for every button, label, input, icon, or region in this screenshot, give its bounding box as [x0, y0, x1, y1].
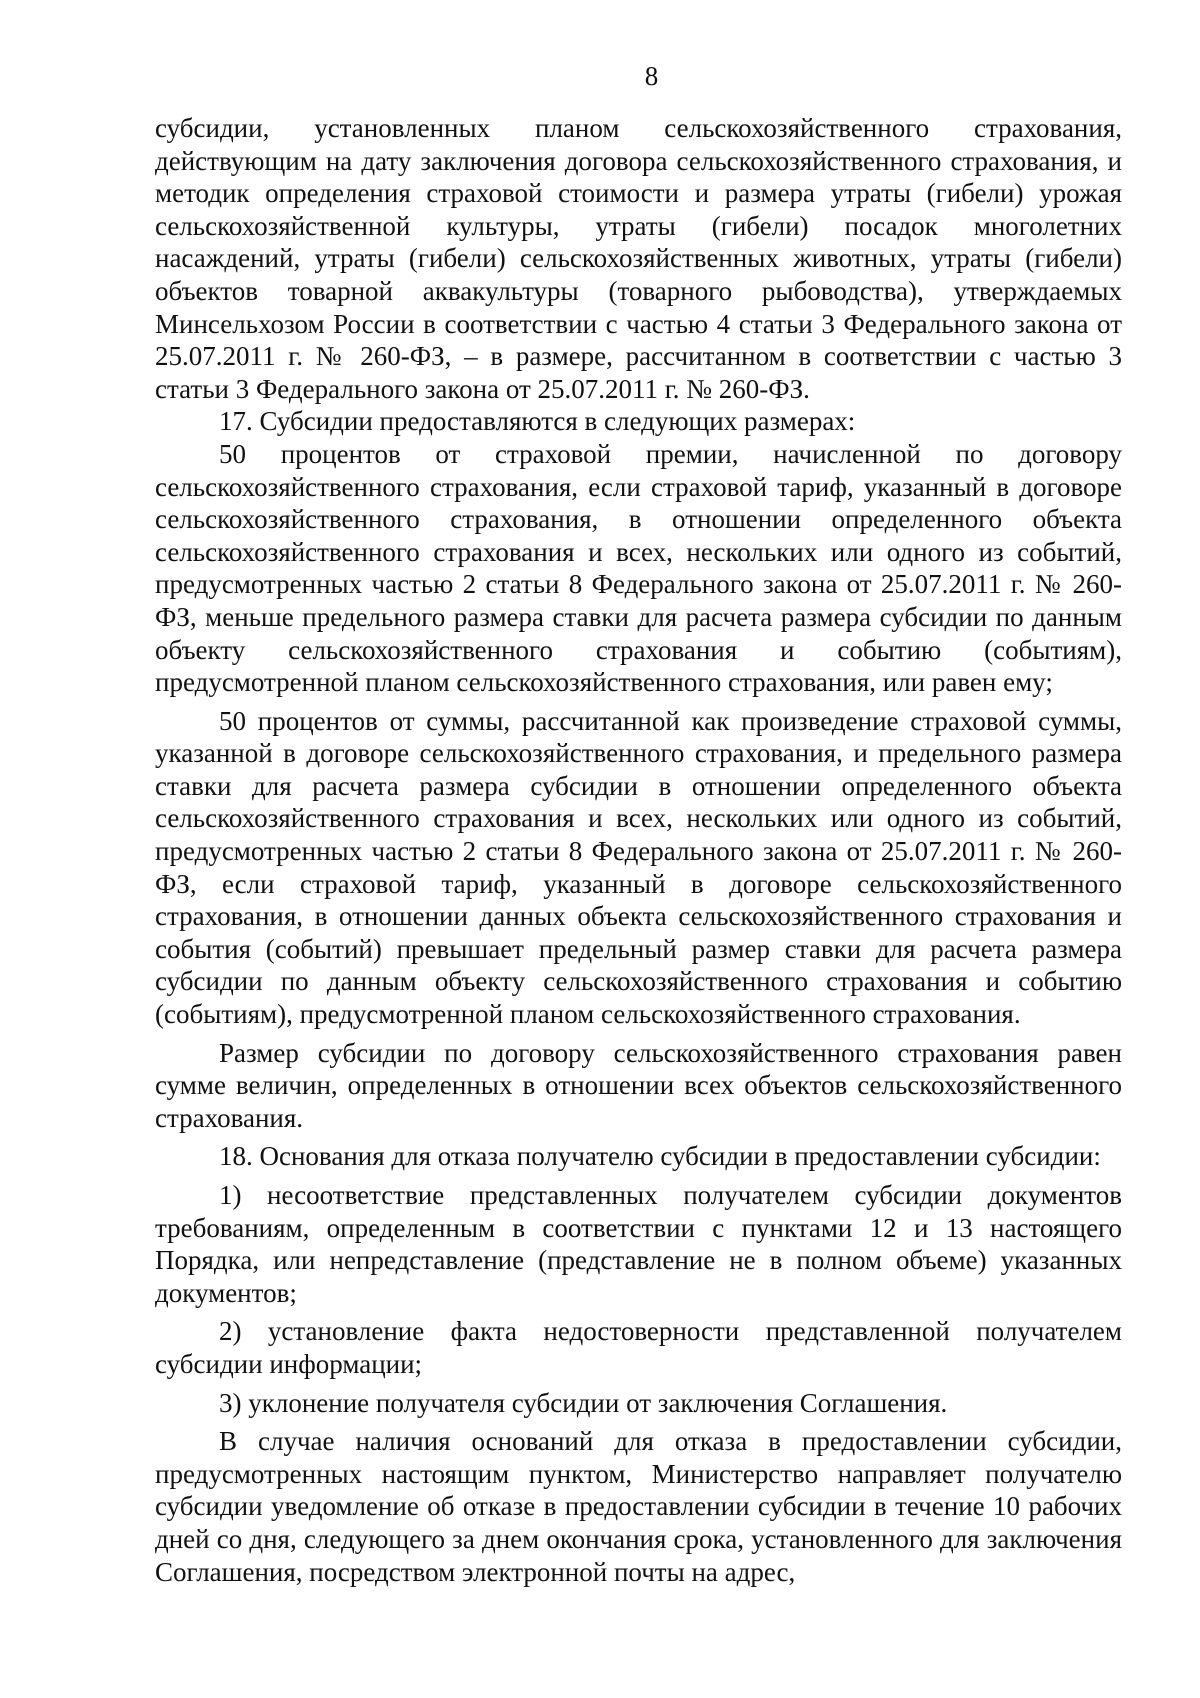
paragraph-item-18: 18. Основания для отказа получателю субсидии в предоставлении субсидии:: [219, 1141, 1101, 1172]
paragraph-continuation: субсидии, установленных планом сельскохозяйственного страхования, действующим на дату заключения договора сельскохозяйственного страхования, и методик определения страховой стоимости и размера утраты (гибели) урожая сельскохозяйственной культуры, утраты (гибели) посадок многолетних насаждений, утраты (гибели) сельскохозяйственных животных, утраты (гибели) объектов товарной аквакультуры (товарного рыбоводства), утверждаемых Минсельхозом России в соответствии с частью 4 статьи 3 Федерального закона от 25.07.2011 г. № 260-ФЗ, – в размере, рассчитанном в соответствии с частью 3 статьи 3 Федерального закона от 25.07.2011 г. № 260-ФЗ.: [155, 113, 1122, 404]
paragraph-item-18-2: 2) установление факта недостоверности представленной получателем субсидии информации;: [155, 1316, 1122, 1379]
paragraph-50-percent-premium: 50 процентов от страховой премии, начисленной по договору сельскохозяйственного страхования, если страховой тариф, указанный в договоре сельскохозяйственного страхования, в отношении определенного объекта сельскохозяйственного страхования и всех, нескольких или одного из событий, предусмотренных частью 2 статьи 8 Федерального закона от 25.07.2011 г. № 260-ФЗ, меньше предельного размера ставки для расчета размера субсидии по данным объекту сельскохозяйственного страхования и событию (событиям), предусмотренной планом сельскохозяйственного страхования, или равен ему;: [155, 438, 1122, 698]
paragraph-item-17: 17. Субсидии предоставляются в следующих размерах:: [219, 406, 856, 437]
paragraph-refusal-notice: В случае наличия оснований для отказа в предоставлении субсидии, предусмотренных настоящим пунктом, Министерство направляет получателю субсидии уведомление об отказе в предоставлении субсидии в течение 10 рабочих дней со дня, следующего за днем окончания срока, установленного для заключения Соглашения, посредством электронной почты на адрес,: [155, 1426, 1122, 1587]
paragraph-50-percent-sum: 50 процентов от суммы, рассчитанной как произведение страховой суммы, указанной в договоре сельскохозяйственного страхования, и предельного размера ставки для расчета размера субсидии в отношении определенного объекта сельскохозяйственного страхования и всех, нескольких или одного из событий, предусмотренных частью 2 статьи 8 Федерального закона от 25.07.2011 г. № 260-ФЗ, если страховой тариф, указанный в договоре сельскохозяйственного страхования, в отношении данных объекта сельскохозяйственного страхования и события (событий) превышает предельный размер ставки для расчета размера субсидии по данным объекту сельскохозяйственного страхования и событию (событиям), предусмотренной планом сельскохозяйственного страхования.: [155, 705, 1122, 1030]
paragraph-subsidy-size: Размер субсидии по договору сельскохозяйственного страхования равен сумме величин, определенных в отношении всех объектов сельскохозяйственного страхования.: [155, 1037, 1122, 1133]
page-number: 8: [644, 61, 659, 91]
paragraph-item-18-1: 1) несоответствие представленных получателем субсидии документов требованиям, определенным в соответствии с пунктами 12 и 13 настоящего Порядка, или непредставление (представление не в полном объеме) указанных документов;: [155, 1180, 1122, 1308]
paragraph-item-18-3: 3) уклонение получателя субсидии от заключения Соглашения.: [219, 1387, 948, 1418]
